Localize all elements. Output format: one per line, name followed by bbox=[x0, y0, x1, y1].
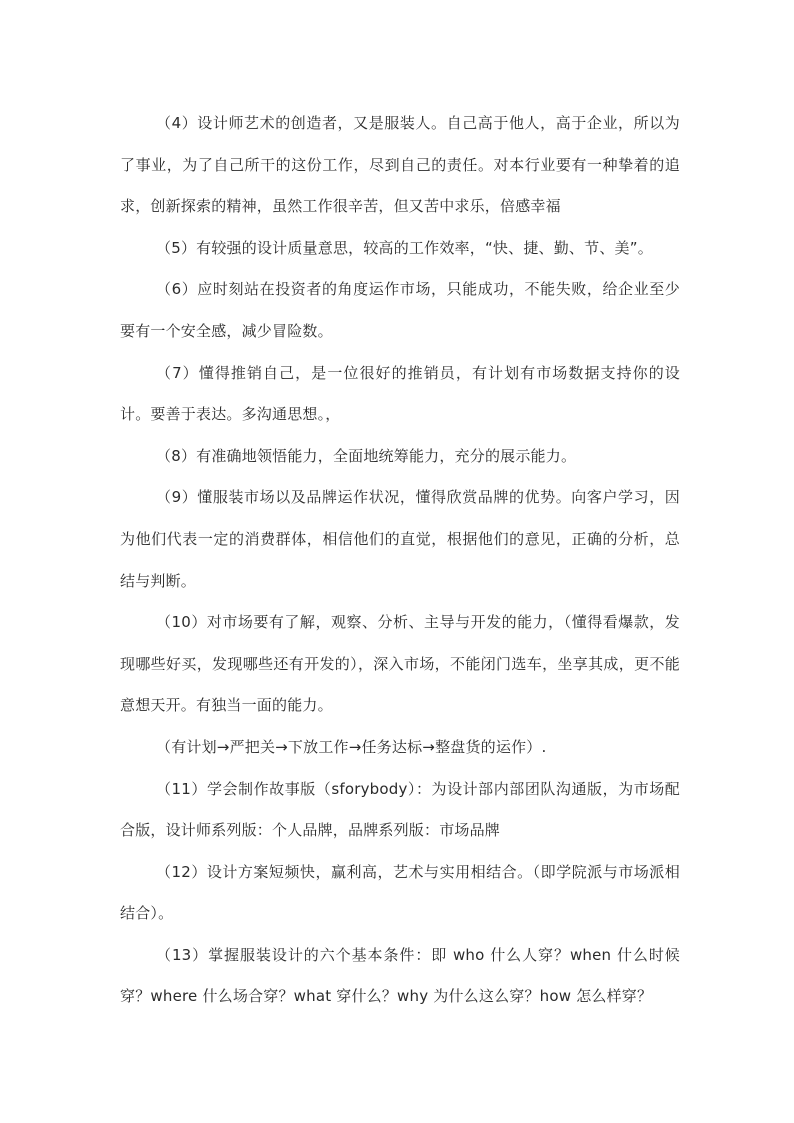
paragraph-item-10: （10）对市场要有了解，观察、分析、主导与开发的能力，（懂得看爆款，发现哪些好买，发现哪些还有开发的），深入市场，不能闭门选车，坐享其成，更不能意想天开。有独当一面的能力。 bbox=[120, 613, 680, 715]
paragraph-item-11: （11）学会制作故事版（sforybody）：为设计部内部团队沟通版，为市场配合版，设计师系列版：个人品牌，品牌系列版：市场品牌 bbox=[120, 779, 680, 840]
paragraph-item-12: （12）设计方案短频快，赢利高，艺术与实用相结合。（即学院派与市场派相结合）。 bbox=[120, 862, 680, 923]
document-body bbox=[120, 103, 680, 1018]
paragraph-item-4: （4）设计师艺术的创造者，又是服装人。自己高于他人，高于企业，所以为了事业，为了自己所干的这份工作，尽到自己的责任。对本行业要有一种挚着的追求，创新探索的精神，虽然工作很辛苦，但又苦中求乐，倍感幸福 bbox=[120, 114, 680, 216]
paragraph-item-5: （5）有较强的设计质量意思，较高的工作效率，“快、捷、勤、节、美”。 bbox=[156, 238, 653, 257]
paragraph-workflow: （有计划→严把关→下放工作→任务达标→整盘货的运作）. bbox=[156, 737, 547, 756]
paragraph-item-9: （9）懂服装市场以及品牌运作状况，懂得欣赏品牌的优势。向客户学习，因为他们代表一定的消费群体，相信他们的直觉，根据他们的意见，正确的分析，总结与判断。 bbox=[120, 488, 680, 590]
paragraph-item-7: （7）懂得推销自己，是一位很好的推销员，有计划有市场数据支持你的设计。要善于表达。多沟通思想。， bbox=[120, 363, 680, 424]
paragraph-item-6: （6）应时刻站在投资者的角度运作市场，只能成功，不能失败，给企业至少要有一个安全感，减少冒险数。 bbox=[120, 280, 680, 340]
paragraph-item-13: （13）掌握服装设计的六个基本条件：即 who 什么人穿？when 什么时候穿？where 什么场合穿？what 穿什么？why 为什么这么穿？how 怎么样穿？ bbox=[120, 945, 680, 1006]
paragraph-item-8: （8）有准确地领悟能力，全面地统筹能力，充分的展示能力。 bbox=[156, 446, 577, 465]
